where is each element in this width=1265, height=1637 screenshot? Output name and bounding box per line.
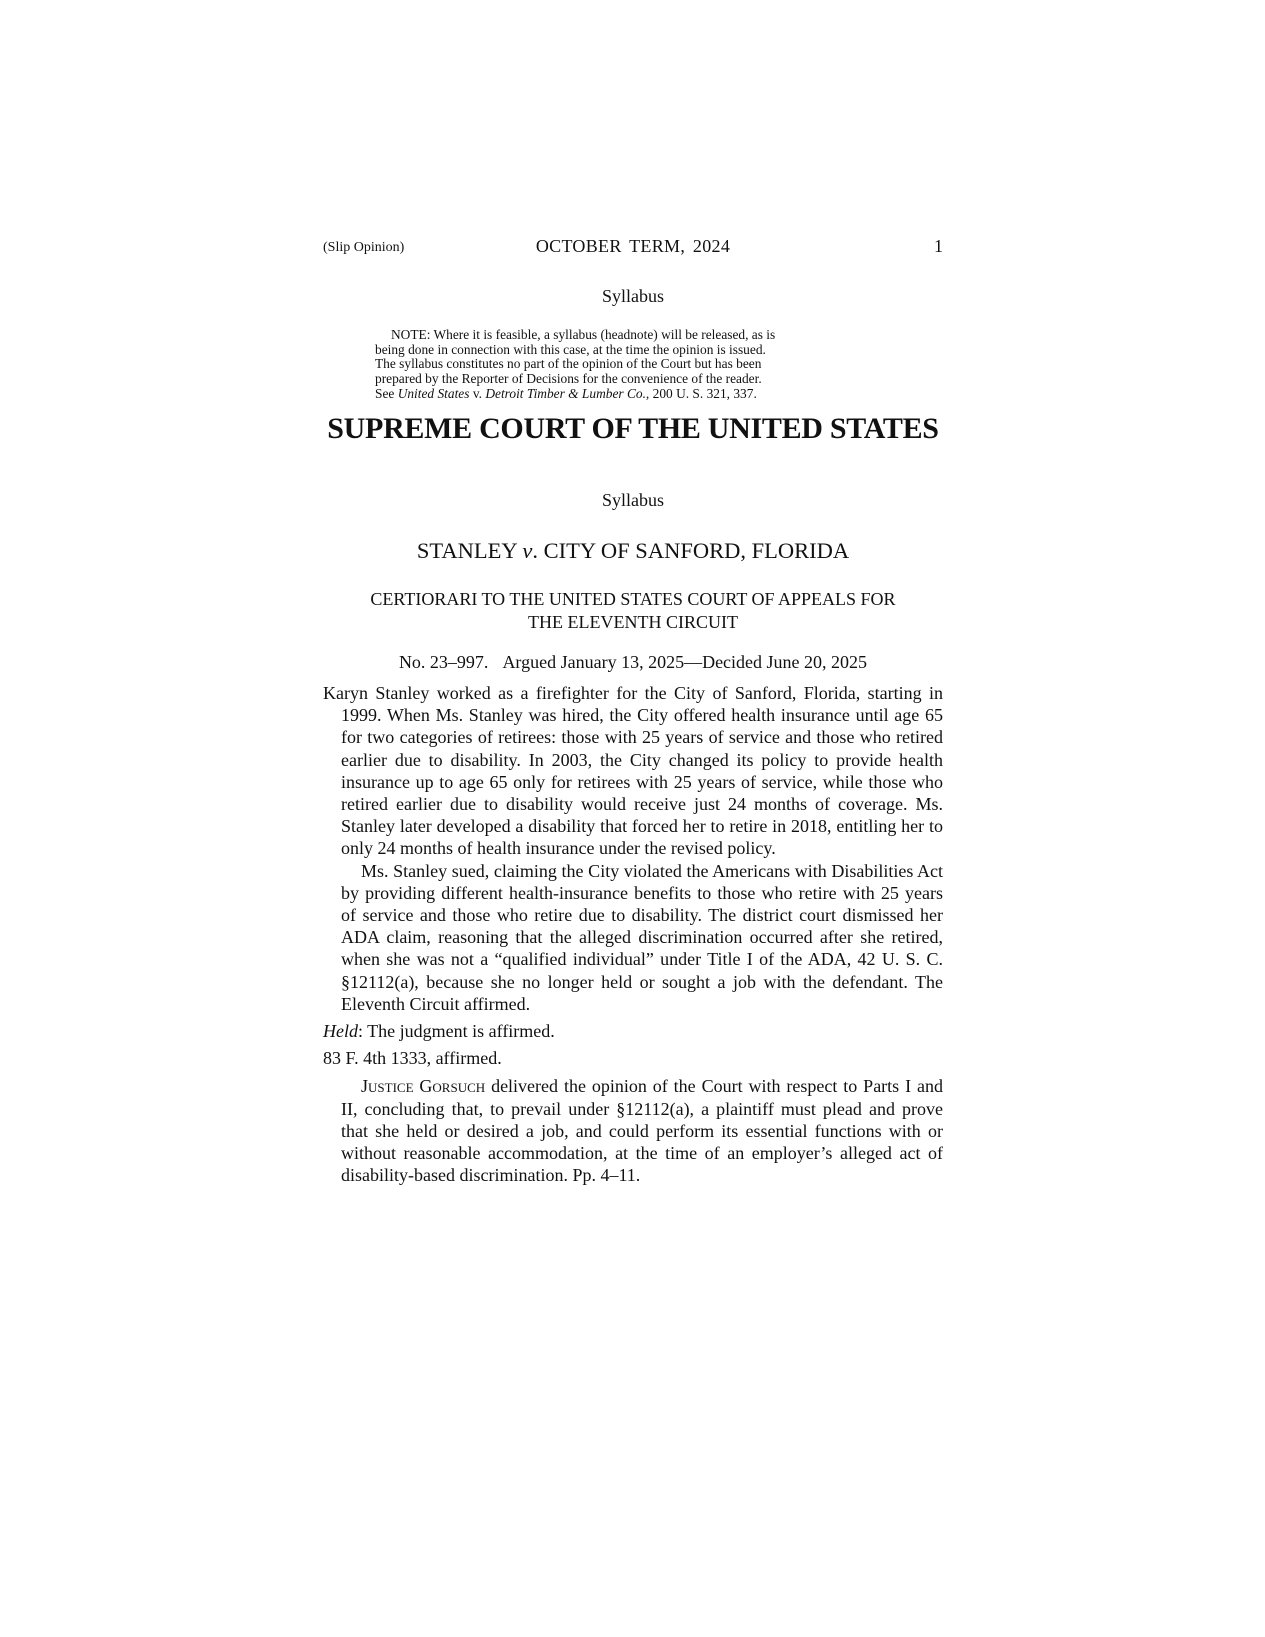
case-name bbox=[323, 538, 943, 564]
held-paragraph bbox=[323, 1020, 943, 1042]
argued-decided-dates: Argued January 13, 2025—Decided June 20, 2025 bbox=[502, 652, 868, 672]
opinion-paragraph bbox=[323, 1075, 943, 1186]
note-case-detroit-timber: Detroit Timber & Lumber Co., bbox=[485, 385, 650, 401]
justice-name: Justice Gorsuch bbox=[361, 1076, 486, 1097]
note-line: The syllabus constitutes no part of the opinion of the Court but has been bbox=[375, 356, 762, 372]
case-petitioner: STANLEY bbox=[416, 538, 523, 563]
held-text: : The judgment is affirmed. bbox=[358, 1021, 555, 1042]
slip-opinion-page bbox=[323, 0, 943, 1637]
opinion-text: delivered the opinion of the Court with respect to Parts I and II, concluding that, to prevail under §12112(a), a plaintiff must plead and prove that she held or desired a job, and could perform its essential functions with or without reasonable accommodation, at the time of an employer’s alleged act of disability-based discrimination. Pp. 4–11. bbox=[341, 1076, 943, 1186]
syllabus-body bbox=[323, 682, 943, 1186]
note-see: See bbox=[375, 385, 398, 401]
syllabus-heading-top: Syllabus bbox=[601, 286, 664, 306]
note-line: prepared by the Reporter of Decisions for the convenience of the reader. bbox=[375, 371, 762, 387]
certiorari-line-2: THE ELEVENTH CIRCUIT bbox=[528, 612, 738, 632]
note-case-united-states: United States bbox=[397, 385, 470, 401]
note-line: being done in connection with this case, at the time the opinion is issued. bbox=[375, 341, 766, 357]
certiorari-heading bbox=[323, 588, 943, 634]
case-versus: v bbox=[522, 538, 533, 563]
docket-line bbox=[323, 652, 943, 673]
note-line bbox=[375, 387, 891, 402]
facts-paragraph: Karyn Stanley worked as a firefighter for the City of Sanford, Florida, starting in 1999. When Ms. Stanley was hired, the City offered health insurance until age 65 for two categories of retirees: those with 25 years of service and those who retired earlier due to disability. In 2003, the City changed its policy to provide health insurance up to age 65 only for retirees with 25 years of service, while those who retired earlier due to disability would receive just 24 months of coverage. Ms. Stanley later developed a disability that forced her to retire in 2018, entitling her to only 24 months of health insurance under the revised policy. bbox=[323, 683, 943, 859]
syllabus-heading: Syllabus bbox=[601, 490, 664, 510]
note-versus: v. bbox=[469, 385, 486, 401]
court-title: SUPREME COURT OF THE UNITED STATES bbox=[327, 412, 939, 445]
case-respondent: . CITY OF SANFORD, FLORIDA bbox=[532, 538, 850, 563]
certiorari-line-1: CERTIORARI TO THE UNITED STATES COURT OF APPEALS FOR bbox=[370, 589, 896, 609]
reporter-note bbox=[375, 328, 891, 402]
citation-paragraph: 83 F. 4th 1333, affirmed. bbox=[323, 1048, 502, 1069]
page-number: 1 bbox=[934, 236, 943, 256]
note-line: NOTE: Where it is feasible, a syllabus (headnote) will be released, as is bbox=[391, 327, 776, 342]
note-citation: 200 U. S. 321, 337. bbox=[649, 385, 757, 401]
procedure-paragraph: Ms. Stanley sued, claiming the City violated the Americans with Disabilities Act by providing different health-insurance benefits to those who retire with 25 years of service and those who retire due to disability. The district court dismissed her ADA claim, reasoning that the alleged discrimination occurred after she retired, when she was not a “qualified individual” under Title I of the ADA, 42 U. S. C. §12112(a), because she no longer held or sought a job with the defendant. The Eleventh Circuit affirmed. bbox=[341, 860, 943, 1014]
docket-number: No. 23–997. bbox=[398, 652, 489, 672]
held-label: Held bbox=[323, 1021, 358, 1042]
slip-opinion-label: (Slip Opinion) bbox=[323, 240, 405, 255]
term-title: OCTOBER TERM, 2024 bbox=[535, 236, 731, 256]
running-head bbox=[323, 236, 943, 260]
